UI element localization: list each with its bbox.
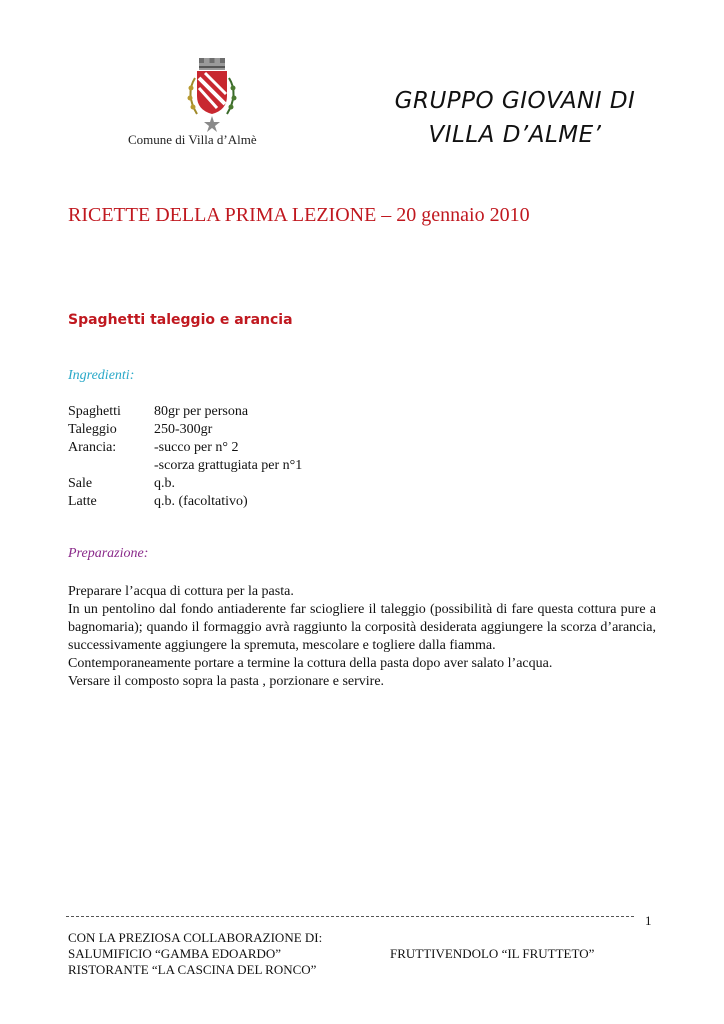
ingredient-name: Spaghetti	[68, 404, 121, 419]
preparation-paragraph: In un pentolino dal fondo antiaderente far sciogliere il taleggio (possibilità di fare questa cottura pure a bagnomaria); quando il formaggio avrà raggiunto la corposità desiderata aggiungere la scorza d’arancia, successivamente aggiungere la spremuta, mescolare e togliere dalla fiamma.	[68, 602, 656, 653]
recipe-name: Spaghetti taleggio e arancia	[68, 312, 293, 328]
ingredient-row	[68, 403, 302, 421]
ingredient-name: Arancia:	[68, 440, 117, 455]
group-title	[380, 84, 650, 152]
ingredient-qty: 80gr per persona	[154, 404, 249, 419]
ingredient-name: Sale	[68, 476, 93, 491]
footer-line: RISTORANTE “LA CASCINA DEL RONCO”	[68, 962, 317, 977]
group-title-line2: VILLA D’ALME’	[428, 122, 602, 148]
ingredient-row	[68, 421, 302, 439]
preparation-heading: Preparazione:	[68, 546, 149, 561]
footer-line: CON LA PREZIOSA COLLABORAZIONE DI:	[68, 930, 323, 945]
ingredient-qty: -scorza grattugiata per n°1	[154, 458, 303, 473]
ingredient-name: Taleggio	[68, 422, 117, 437]
ingredient-row	[68, 493, 302, 511]
ingredients-list	[68, 403, 302, 511]
comune-label: Comune di Villa d’Almè	[128, 132, 257, 147]
footer-credits	[68, 930, 322, 978]
footer-line: SALUMIFICIO “GAMBA EDOARDO”	[68, 946, 282, 961]
ingredient-qty: q.b. (facoltativo)	[154, 494, 248, 509]
ingredient-row	[68, 439, 302, 457]
ingredient-qty: q.b.	[154, 476, 175, 491]
preparation-paragraph: Preparare l’acqua di cottura per la pasta.	[68, 584, 294, 599]
footer-divider	[66, 916, 634, 917]
page-number: 1	[645, 913, 652, 928]
preparation-text	[68, 583, 656, 691]
ingredient-row	[68, 475, 302, 493]
municipal-coat-of-arms-icon	[183, 56, 241, 132]
ingredient-name	[68, 457, 154, 475]
footer-right-credit: FRUTTIVENDOLO “IL FRUTTETO”	[390, 946, 595, 961]
ingredient-row	[68, 457, 302, 475]
page-title: RICETTE DELLA PRIMA LEZIONE – 20 gennaio 2010	[68, 204, 530, 226]
preparation-paragraph: Versare il composto sopra la pasta , porzionare e servire.	[68, 674, 385, 689]
ingredient-qty: -succo per n° 2	[154, 440, 239, 455]
preparation-paragraph: Contemporaneamente portare a termine la cottura della pasta dopo aver salato l’acqua.	[68, 656, 553, 671]
ingredients-heading: Ingredienti:	[68, 368, 135, 383]
group-title-line1: GRUPPO GIOVANI DI	[394, 88, 636, 114]
ingredient-qty: 250-300gr	[154, 422, 213, 437]
ingredient-name: Latte	[68, 494, 97, 509]
